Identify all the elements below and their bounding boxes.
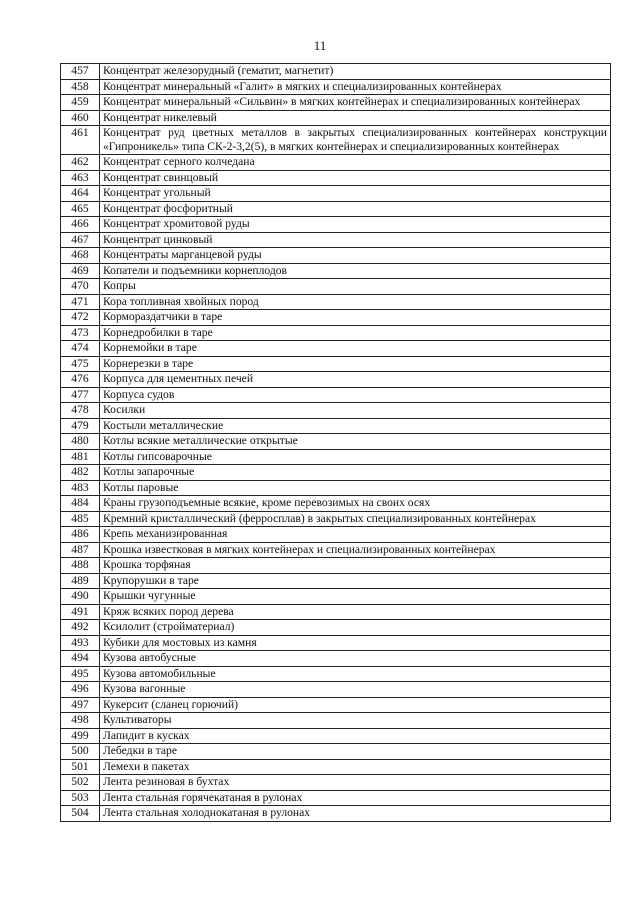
cargo-name: Крупорушки в таре	[100, 573, 611, 589]
cargo-name: Лемехи в пакетах	[100, 759, 611, 775]
cargo-name: Кряж всяких пород дерева	[100, 604, 611, 620]
table-row	[61, 527, 611, 543]
cargo-name: Кузова вагонные	[100, 682, 611, 698]
row-number: 500	[61, 744, 100, 760]
cargo-name: Крепь механизированная	[100, 527, 611, 543]
table-row	[61, 573, 611, 589]
table-row	[61, 279, 611, 295]
row-number: 467	[61, 232, 100, 248]
cargo-name: Лента стальная горячекатаная в рулонах	[100, 790, 611, 806]
table-row	[61, 449, 611, 465]
table-row	[61, 95, 611, 111]
table-row	[61, 620, 611, 636]
table-row	[61, 387, 611, 403]
row-number: 483	[61, 480, 100, 496]
row-number: 486	[61, 527, 100, 543]
cargo-name: Крошка известковая в мягких контейнерах и специализированных контейнерах	[100, 542, 611, 558]
table-row	[61, 480, 611, 496]
table-row	[61, 310, 611, 326]
row-number: 504	[61, 806, 100, 822]
cargo-name: Культиваторы	[100, 713, 611, 729]
row-number: 470	[61, 279, 100, 295]
table-row	[61, 744, 611, 760]
row-number: 490	[61, 589, 100, 605]
table-row	[61, 372, 611, 388]
cargo-name: Лапидит в кусках	[100, 728, 611, 744]
row-number: 488	[61, 558, 100, 574]
cargo-name: Ксилолит (стройматериал)	[100, 620, 611, 636]
row-number: 493	[61, 635, 100, 651]
row-number: 477	[61, 387, 100, 403]
table-row	[61, 728, 611, 744]
cargo-name: Концентрат минеральный «Галит» в мягких и специализированных контейнерах	[100, 79, 611, 95]
table-row	[61, 589, 611, 605]
cargo-name: Крошка торфяная	[100, 558, 611, 574]
table-row	[61, 217, 611, 233]
row-number: 489	[61, 573, 100, 589]
row-number: 466	[61, 217, 100, 233]
table-row	[61, 666, 611, 682]
row-number: 499	[61, 728, 100, 744]
row-number: 460	[61, 110, 100, 126]
row-number: 501	[61, 759, 100, 775]
page-number: 11	[313, 38, 327, 53]
table-row	[61, 79, 611, 95]
row-number: 471	[61, 294, 100, 310]
cargo-name: Лебедки в таре	[100, 744, 611, 760]
cargo-name: Котлы гипсоварочные	[100, 449, 611, 465]
cargo-name: Кремний кристаллический (ферросплав) в закрытых специализированных контейнерах	[100, 511, 611, 527]
cargo-name: Лента резиновая в бухтах	[100, 775, 611, 791]
table-row	[61, 806, 611, 822]
cargo-name: Кузова автобусные	[100, 651, 611, 667]
table-row	[61, 64, 611, 80]
row-number: 487	[61, 542, 100, 558]
table-row	[61, 294, 611, 310]
row-number: 503	[61, 790, 100, 806]
table-row	[61, 341, 611, 357]
row-number: 462	[61, 155, 100, 171]
table-row	[61, 356, 611, 372]
cargo-name: Концентрат руд цветных металлов в закрытых специализированных контейнерах конструкции «Гипроникель» типа СК-2-3,2(5), в мягких контейнерах и специализированных контейнерах	[100, 126, 611, 155]
cargo-name: Корнемойки в таре	[100, 341, 611, 357]
row-number: 492	[61, 620, 100, 636]
row-number: 479	[61, 418, 100, 434]
table-row	[61, 511, 611, 527]
table-row	[61, 248, 611, 264]
row-number: 468	[61, 248, 100, 264]
row-number: 485	[61, 511, 100, 527]
cargo-name: Концентрат хромитовой руды	[100, 217, 611, 233]
table-row	[61, 170, 611, 186]
table-row	[61, 263, 611, 279]
table-row	[61, 759, 611, 775]
row-number: 482	[61, 465, 100, 481]
row-number: 497	[61, 697, 100, 713]
table-row	[61, 558, 611, 574]
row-number: 491	[61, 604, 100, 620]
table-row	[61, 713, 611, 729]
row-number: 484	[61, 496, 100, 512]
cargo-list-body	[61, 64, 611, 822]
table-row	[61, 155, 611, 171]
table-row	[61, 697, 611, 713]
table-row	[61, 201, 611, 217]
row-number: 474	[61, 341, 100, 357]
table-row	[61, 232, 611, 248]
row-number: 459	[61, 95, 100, 111]
table-row	[61, 126, 611, 155]
table-row	[61, 325, 611, 341]
cargo-name: Кузова автомобильные	[100, 666, 611, 682]
table-row	[61, 604, 611, 620]
row-number: 469	[61, 263, 100, 279]
table-row	[61, 110, 611, 126]
row-number: 498	[61, 713, 100, 729]
row-number: 472	[61, 310, 100, 326]
cargo-name: Концентрат свинцовый	[100, 170, 611, 186]
table-row	[61, 790, 611, 806]
row-number: 481	[61, 449, 100, 465]
cargo-name: Концентрат железорудный (гематит, магнетит)	[100, 64, 611, 80]
cargo-name: Кормораздатчики в таре	[100, 310, 611, 326]
cargo-name: Кубики для мостовых из камня	[100, 635, 611, 651]
cargo-name: Копры	[100, 279, 611, 295]
cargo-name: Корпуса судов	[100, 387, 611, 403]
row-number: 461	[61, 126, 100, 155]
cargo-name: Костыли металлические	[100, 418, 611, 434]
cargo-name: Корнерезки в таре	[100, 356, 611, 372]
table-row	[61, 635, 611, 651]
row-number: 480	[61, 434, 100, 450]
cargo-name: Концентрат никелевый	[100, 110, 611, 126]
row-number: 476	[61, 372, 100, 388]
cargo-name: Концентрат серного колчедана	[100, 155, 611, 171]
cargo-name: Крышки чугунные	[100, 589, 611, 605]
row-number: 458	[61, 79, 100, 95]
cargo-name: Концентрат угольный	[100, 186, 611, 202]
row-number: 496	[61, 682, 100, 698]
table-row	[61, 186, 611, 202]
row-number: 465	[61, 201, 100, 217]
table-row	[61, 465, 611, 481]
cargo-name: Корпуса для цементных печей	[100, 372, 611, 388]
row-number: 475	[61, 356, 100, 372]
cargo-name: Косилки	[100, 403, 611, 419]
row-number: 478	[61, 403, 100, 419]
table-row	[61, 434, 611, 450]
table-row	[61, 496, 611, 512]
row-number: 494	[61, 651, 100, 667]
row-number: 464	[61, 186, 100, 202]
cargo-name: Кукерсит (сланец горючий)	[100, 697, 611, 713]
row-number: 457	[61, 64, 100, 80]
cargo-list-table	[60, 63, 611, 822]
row-number: 463	[61, 170, 100, 186]
table-row	[61, 418, 611, 434]
row-number: 473	[61, 325, 100, 341]
cargo-name: Концентрат минеральный «Сильвин» в мягких контейнерах и специализированных контейнерах	[100, 95, 611, 111]
cargo-name: Краны грузоподъемные всякие, кроме перевозимых на своих осях	[100, 496, 611, 512]
cargo-name: Кора топливная хвойных пород	[100, 294, 611, 310]
table-row	[61, 651, 611, 667]
table-row	[61, 403, 611, 419]
cargo-name: Лента стальная холоднокатаная в рулонах	[100, 806, 611, 822]
cargo-name: Котлы запарочные	[100, 465, 611, 481]
cargo-name: Корнедробилки в таре	[100, 325, 611, 341]
cargo-name: Котлы паровые	[100, 480, 611, 496]
cargo-name: Концентраты марганцевой руды	[100, 248, 611, 264]
table-row	[61, 775, 611, 791]
table-row	[61, 542, 611, 558]
cargo-name: Концентрат цинковый	[100, 232, 611, 248]
cargo-name: Котлы всякие металлические открытые	[100, 434, 611, 450]
row-number: 495	[61, 666, 100, 682]
row-number: 502	[61, 775, 100, 791]
table-row	[61, 682, 611, 698]
cargo-name: Копатели и подъемники корнеплодов	[100, 263, 611, 279]
cargo-name: Концентрат фосфоритный	[100, 201, 611, 217]
